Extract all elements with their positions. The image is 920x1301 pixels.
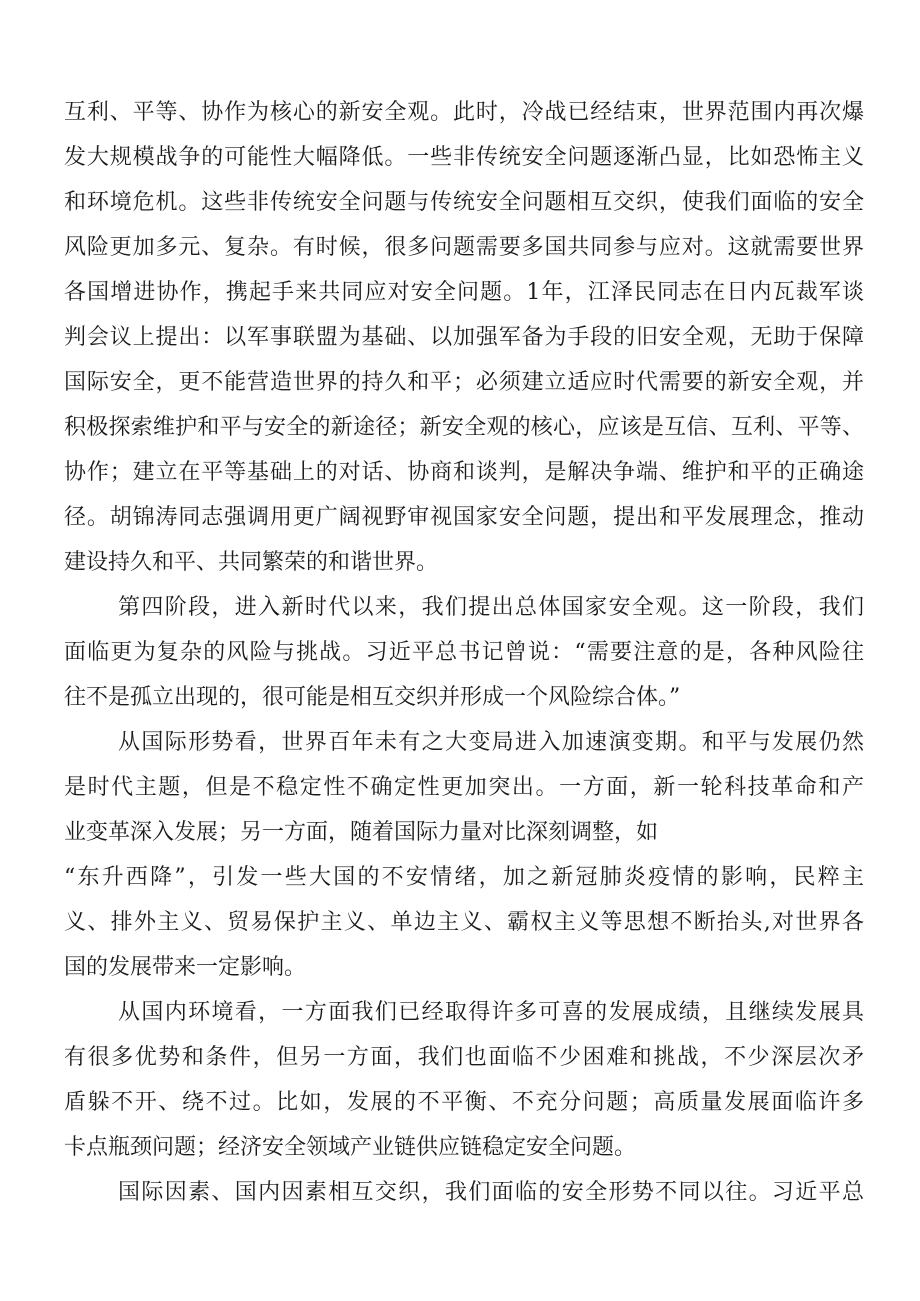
text-line: 义、排外主义、贸易保护主义、单边主义、霸权主义等思想不断抬头,对世界各 xyxy=(64,910,864,935)
text-line: 径。胡锦涛同志强调用更广阔视野审视国家安全问题，提出和平发展理念，推动 xyxy=(64,505,864,530)
text-line: 发大规模战争的可能性大幅降低。一些非传统安全问题逐渐凸显，比如恐怖主义 xyxy=(64,145,864,170)
text-line: 积极探索维护和平与安全的新途径；新安全观的核心，应该是互信、互利、平等、 xyxy=(64,415,864,440)
paragraph-first-line: 从国际形势看，世界百年未有之大变局进入加速演变期。和平与发展仍然 xyxy=(118,730,864,755)
text-line: 协作；建立在平等基础上的对话、协商和谈判，是解决争端、维护和平的正确途 xyxy=(64,460,864,485)
paragraph-first-line: 第四阶段，进入新时代以来，我们提出总体国家安全观。这一阶段，我们 xyxy=(118,595,864,620)
text-line: 盾躲不开、绕不过。比如，发展的不平衡、不充分问题；高质量发展面临许多 xyxy=(64,1090,864,1115)
text-line: 判会议上提出：以军事联盟为基础、以加强军备为手段的旧安全观，无助于保障 xyxy=(64,325,864,350)
text-line: “东升西降”，引发一些大国的不安情绪，加之新冠肺炎疫情的影响，民粹主 xyxy=(64,865,864,890)
text-line: 国际安全，更不能营造世界的持久和平；必须建立适应时代需要的新安全观，并 xyxy=(64,370,864,395)
text-line: 互利、平等、协作为核心的新安全观。此时，冷战已经结束，世界范围内再次爆 xyxy=(64,100,864,125)
text-line: 往不是孤立出现的，很可能是相互交织并形成一个风险综合体。” xyxy=(64,685,681,710)
text-line: 面临更为复杂的风险与挑战。习近平总书记曾说：“需要注意的是，各种风险往 xyxy=(64,640,864,665)
text-line: 是时代主题，但是不稳定性不确定性更加突出。一方面，新一轮科技革命和产 xyxy=(64,775,864,800)
text-line: 国的发展带来一定影响。 xyxy=(64,955,307,980)
paragraph-first-line: 国际因素、国内因素相互交织，我们面临的安全形势不同以往。习近平总 xyxy=(118,1180,864,1205)
text-line: 各国增进协作，携起手来共同应对安全问题。1年，江泽民同志在日内瓦裁军谈 xyxy=(64,280,864,305)
text-line: 和环境危机。这些非传统安全问题与传统安全问题相互交织，使我们面临的安全 xyxy=(64,190,864,215)
text-line: 风险更加多元、复杂。有时候，很多问题需要多国共同参与应对。这就需要世界 xyxy=(64,235,864,260)
paragraph-first-line: 从国内环境看，一方面我们已经取得许多可喜的发展成绩，且继续发展具 xyxy=(118,1000,864,1025)
text-line: 业变革深入发展；另一方面，随着国际力量对比深刻调整，如 xyxy=(64,820,659,845)
text-line: 卡点瓶颈问题；经济安全领域产业链供应链稳定安全问题。 xyxy=(64,1135,637,1160)
text-line: 建设持久和平、共同繁荣的和谐世界。 xyxy=(64,550,439,575)
text-line: 有很多优势和条件，但另一方面，我们也面临不少困难和挑战，不少深层次矛 xyxy=(64,1045,864,1070)
